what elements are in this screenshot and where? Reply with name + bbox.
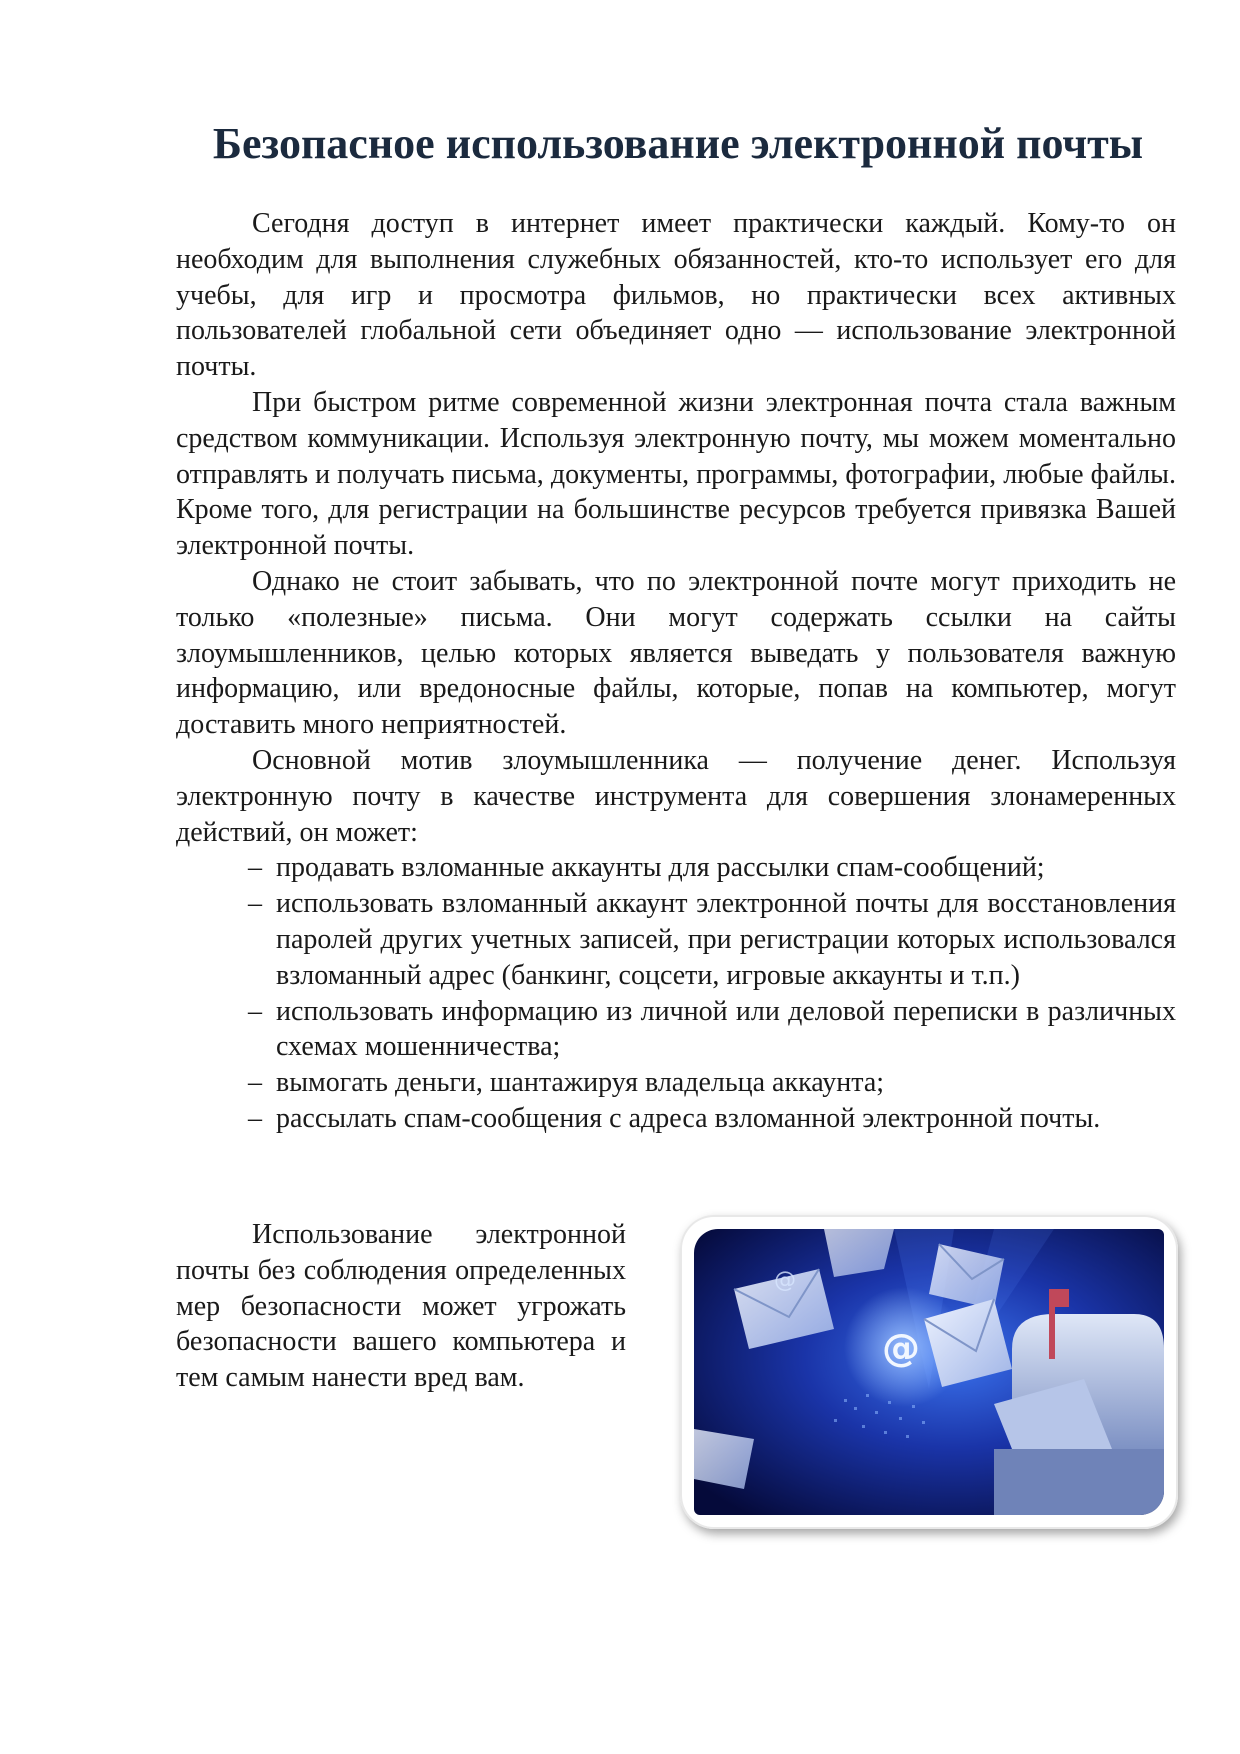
paragraph-communication: При быстром ритме современной жизни электронная почта стала важным средством коммуникации. Используя электронную почту, мы можем моментально отправлять и получать письма, документы, программы, фотографии, любые файлы. Кроме того, для регистрации на большинстве ресурсов требуется привязка Вашей электронной почты. (176, 386, 1176, 562)
paragraph-closing: Использование электронной почты без соблюдения определенных мер безопасности может угрожать безопасности вашего компьютера и тем самым нанести вред вам. (176, 1219, 626, 1394)
list-item (248, 994, 1176, 1066)
list-item (248, 1101, 1176, 1137)
list-item-text: вымогать деньги, шантажируя владельца аккаунта; (276, 1067, 885, 1099)
list-item-text: использовать взломанный аккаунт электронной почты для восстановления паролей других учетных записей, при регистрации которых использовался взломанный адрес (банкинг, соцсети, игровые аккаунты и т.п.) (276, 888, 1176, 991)
list-dash: – (248, 995, 262, 1027)
page-title: Безопасное использование электронной почты (212, 119, 1144, 168)
at-symbol: @ (774, 1268, 796, 1293)
list-dash: – (248, 852, 262, 884)
list-item-text: рассылать спам-сообщения с адреса взломанной электронной почты. (276, 1102, 1101, 1134)
list-dash: – (248, 1102, 262, 1134)
list-item-text: продавать взломанные аккаунты для рассылки спам-сообщений; (276, 852, 1045, 884)
at-symbol: @ (882, 1326, 920, 1370)
list-item (248, 886, 1176, 993)
list-dash: – (248, 1067, 262, 1099)
list-dash: – (248, 888, 262, 920)
email-illustration-frame (680, 1215, 1178, 1529)
list-item (248, 850, 1176, 886)
paragraph-motive: Основной мотив злоумышленника — получение денег. Используя электронную почту в качестве инструмента для совершения злонамеренных действий, он может: (176, 744, 1176, 848)
list-item-text: использовать информацию из личной или деловой переписки в различных схемах мошенничества; (276, 995, 1176, 1063)
email-illustration-icon (694, 1229, 1164, 1515)
list-item (248, 1065, 1176, 1101)
body-text (176, 206, 1176, 1137)
closing-text (176, 1217, 626, 1396)
paragraph-intro: Сегодня доступ в интернет имеет практически каждый. Кому-то он необходим для выполнения служебных обязанностей, кто-то использует его для учебы, для игр и просмотра фильмов, но практически всех активных пользователей глобальной сети объединяет одно — использование электронной почты. (176, 208, 1176, 383)
threat-list (176, 850, 1176, 1136)
paragraph-warning: Однако не стоит забывать, что по электронной почте могут приходить не только «полезные» письма. Они могут содержать ссылки на сайты злоумышленников, целью которых является выведать у пользователя важную информацию, или вредоносные файлы, которые, попав на компьютер, могут доставить много неприятностей. (176, 565, 1176, 741)
